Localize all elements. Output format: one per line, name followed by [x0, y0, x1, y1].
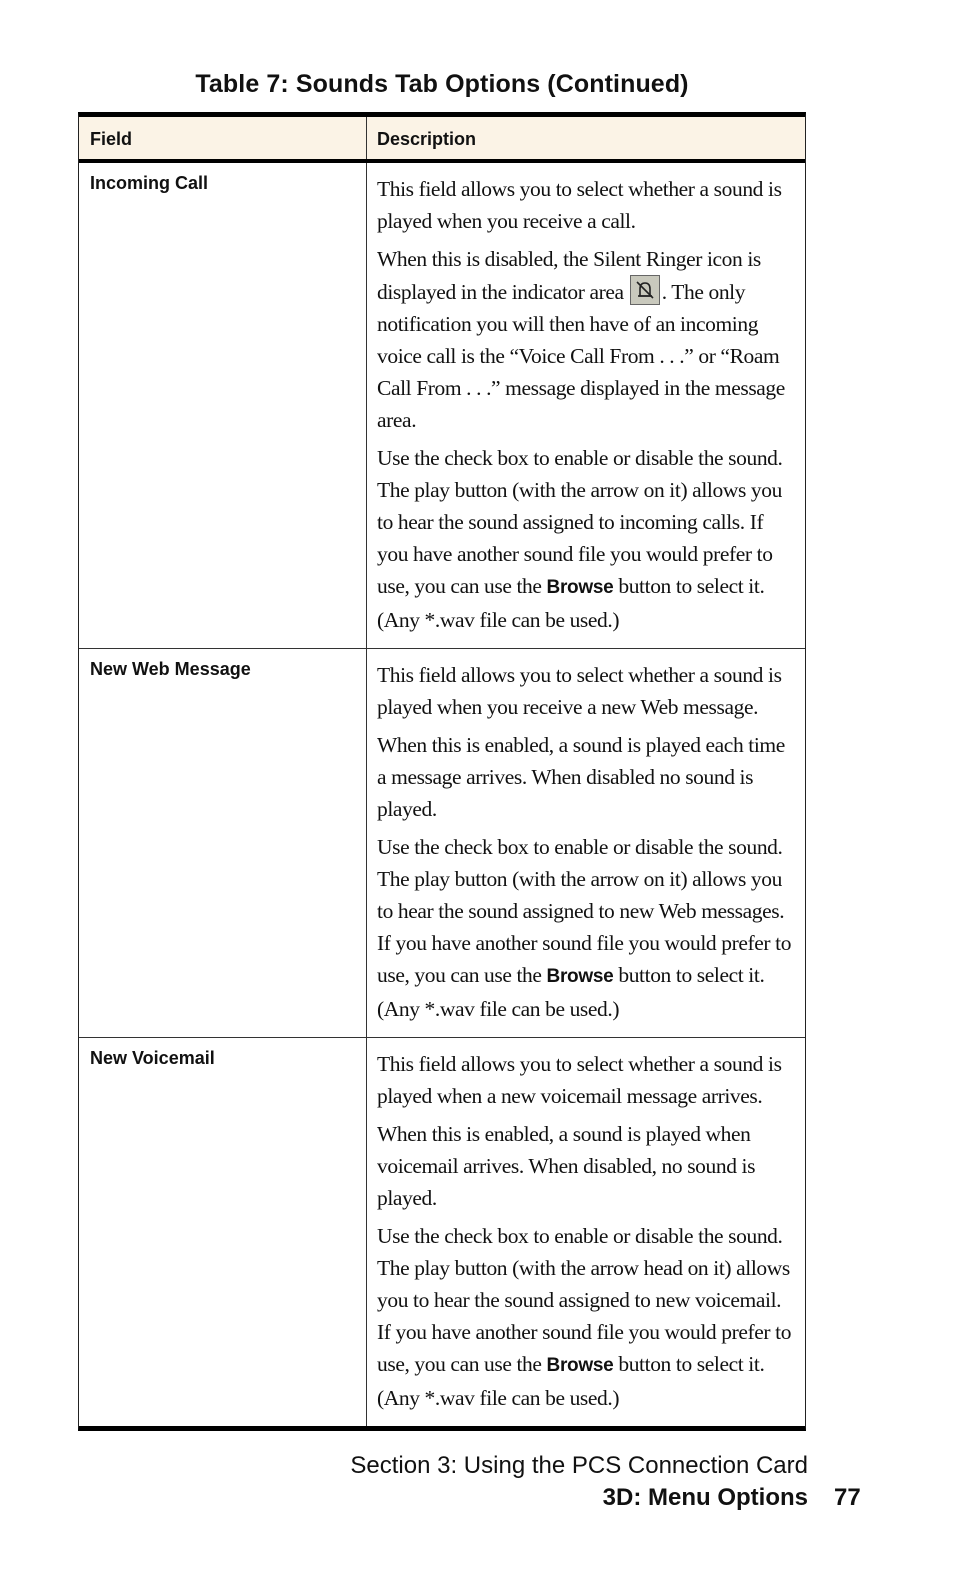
paragraph: This field allows you to select whether a sound is played when you receive a call.	[377, 177, 782, 233]
description-new-voicemail	[367, 1038, 805, 1426]
footer-subsection-title: 3D: Menu Options	[602, 1484, 808, 1511]
field-new-voicemail: New Voicemail	[79, 1038, 367, 1426]
paragraph: When this is enabled, a sound is played each time a message arrives. When disabled no sound is played.	[377, 733, 785, 821]
text: button to select it. (Any *.wav file can be used.)	[377, 1352, 765, 1410]
footer-section-title: Section 3: Using the PCS Connection Card	[350, 1452, 808, 1479]
text: . The only notification you will then have of an incoming voice call is the “Voice Call From . . .” or “Roam Call From . . .” message displayed in the message area.	[377, 280, 785, 432]
silent-ringer-icon	[630, 275, 660, 305]
page-number: 77	[834, 1484, 861, 1511]
sounds-tab-options-table	[78, 112, 806, 1431]
paragraph: This field allows you to select whether a sound is played when a new voicemail message arrives.	[377, 1052, 782, 1108]
table-row-new-voicemail	[79, 1038, 805, 1426]
text: Use the check box to enable or disable the sound. The play button (with the arrow on it) allows you to hear the sound assigned to incoming calls. If you have another sound file you would prefer to use, you can use the	[377, 446, 783, 598]
browse-term: Browse	[546, 1355, 614, 1376]
text: button to select it. (Any *.wav file can be used.)	[377, 963, 765, 1021]
table-header-row	[79, 117, 805, 163]
header-field: Field	[79, 117, 367, 159]
text: Use the check box to enable or disable the sound. The play button (with the arrow on it) allows you to hear the sound assigned to new Web messages. If you have another sound file you would prefer to use, you can use the	[377, 835, 792, 987]
paragraph: This field allows you to select whether a sound is played when you receive a new Web message.	[377, 663, 782, 719]
table-row-incoming-call	[79, 163, 805, 649]
table-row-new-web-message	[79, 649, 805, 1038]
paragraph: When this is enabled, a sound is played when voicemail arrives. When disabled, no sound is played.	[377, 1122, 756, 1210]
paragraph	[377, 1220, 795, 1414]
text: button to select it. (Any *.wav file can be used.)	[377, 574, 765, 632]
field-incoming-call: Incoming Call	[79, 163, 367, 648]
text: When this is disabled, the Silent Ringer icon is displayed in the indicator area	[377, 247, 761, 304]
text: Use the check box to enable or disable the sound. The play button (with the arrow head on it) allows you to hear the sound assigned to new voicemail. If you have another sound file you would prefer to use, you can use the	[377, 1224, 792, 1376]
table-title: Table 7: Sounds Tab Options (Continued)	[195, 70, 689, 98]
paragraph	[377, 442, 795, 636]
field-new-web-message: New Web Message	[79, 649, 367, 1037]
paragraph	[377, 831, 795, 1025]
header-description: Description	[377, 129, 477, 149]
description-new-web-message	[367, 649, 805, 1037]
browse-term: Browse	[546, 966, 614, 987]
browse-term: Browse	[546, 577, 614, 598]
description-incoming-call	[367, 163, 805, 648]
paragraph	[377, 243, 795, 436]
